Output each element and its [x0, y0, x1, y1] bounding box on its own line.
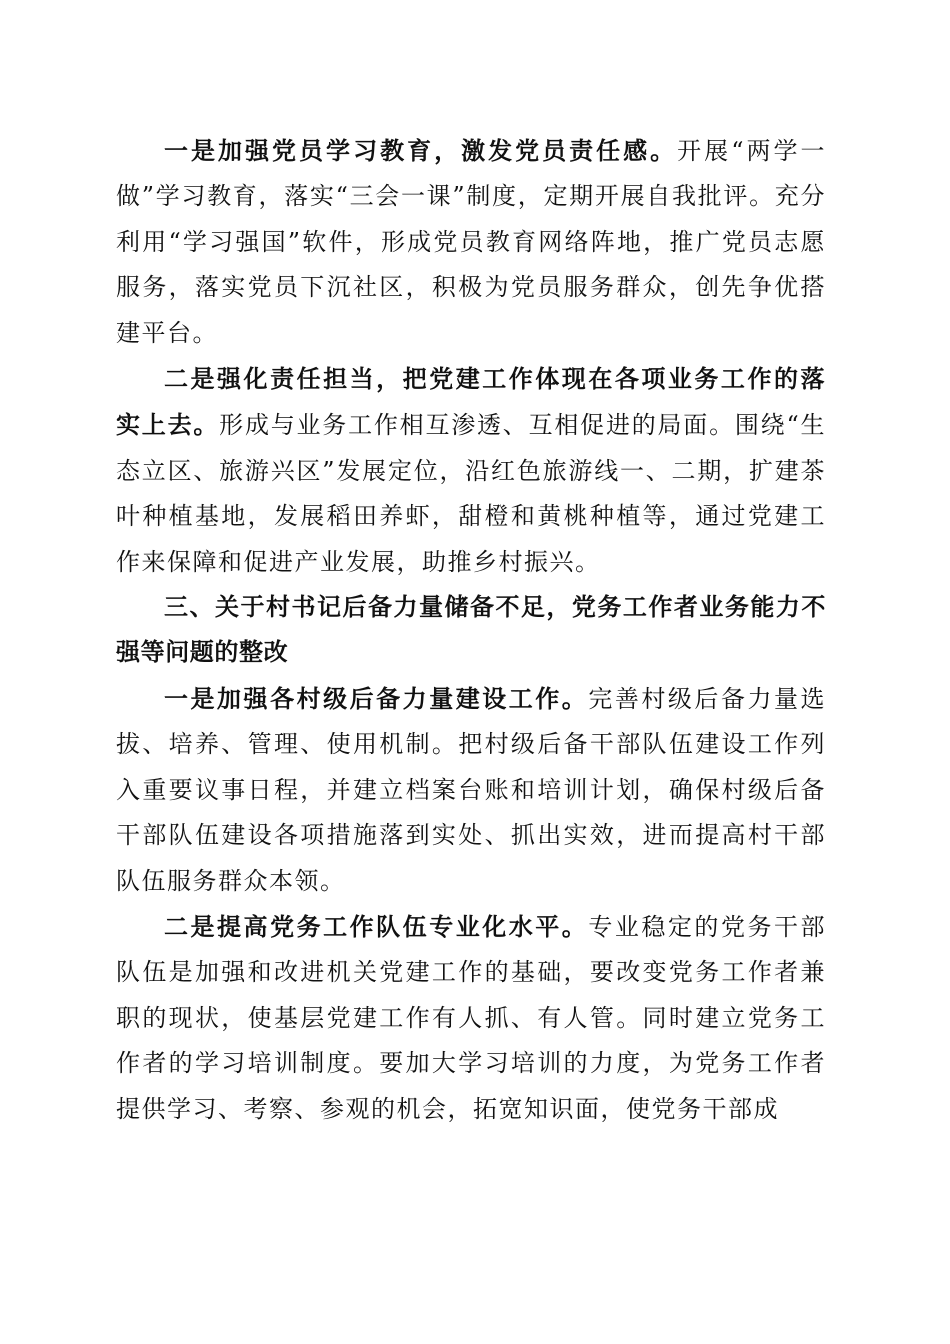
paragraph-lead: 二是强化责任担当，把党建工作体现在各项业务工作的落实上去。 — [116, 364, 826, 440]
document-page — [116, 128, 826, 1132]
paragraph-reserve-force — [116, 676, 826, 904]
paragraph-lead: 一是加强各村级后备力量建设工作。 — [164, 683, 589, 713]
paragraph-lead: 一是加强党员学习教育，激发党员责任感。 — [164, 136, 678, 165]
section-heading: 三、关于村书记后备力量储备不足，党务工作者业务能力不强等问题的整改 — [116, 593, 826, 667]
paragraph-body: 形成与业务工作相互渗透、互相促进的局面。围绕“生态立区、旅游兴区”发展定位，沿红色旅游线一、二期，扩建茶叶种植基地，发展稻田养虾，甜橙和黄桃种植等，通过党建工作来保障和促进产业发展，助推乡村振兴。 — [116, 411, 826, 576]
paragraph-body: 完善村级后备力量选拔、培养、管理、使用机制。把村级后备干部队伍建设工作列入重要议事日程，并建立档案台账和培训计划，确保村级后备干部队伍建设各项措施落到实处、抓出实效，进而提高村干部队伍服务群众本领。 — [116, 684, 827, 895]
paragraph-responsibility — [116, 356, 826, 585]
paragraph-professionalization — [116, 904, 826, 1132]
paragraph-body: 专业稳定的党务干部队伍是加强和改进机关党建工作的基础，要改变党务工作者兼职的现状，使基层党建工作有人抓、有人管。同时建立党务工作者的学习培训制度。要加大学习培训的力度，为党务工作者提供学习、考察、参观的机会，拓宽知识面，使党务干部成 — [116, 912, 827, 1123]
paragraph-body: 开展“两学一做”学习教育，落实“三会一课”制度，定期开展自我批评。充分利用“学习强国”软件，形成党员教育网络阵地，推广党员志愿服务，落实党员下沉社区，积极为党员服务群众，创先争优搭建平台。 — [116, 137, 826, 347]
paragraph-lead: 二是提高党务工作队伍专业化水平。 — [164, 911, 589, 941]
paragraph-party-education — [116, 128, 826, 356]
